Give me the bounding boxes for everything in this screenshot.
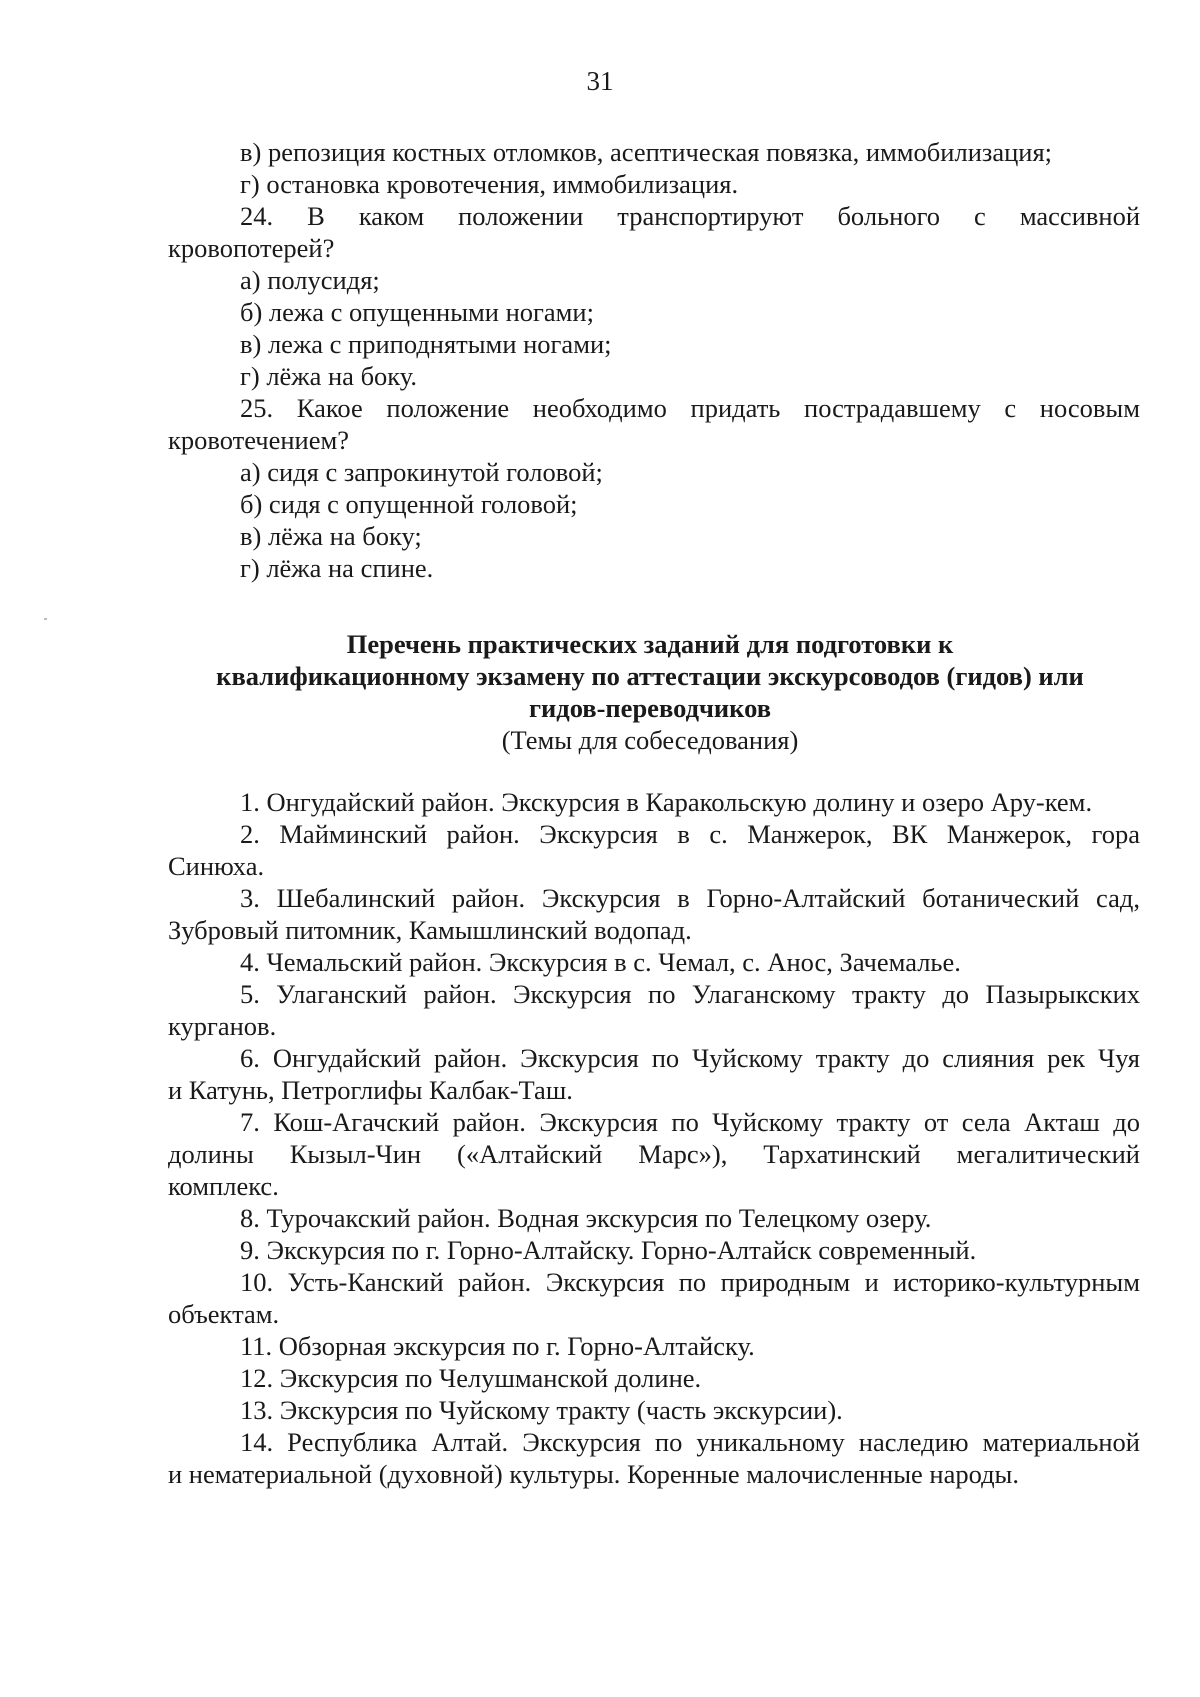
- answer-option: б) лежа с опущенными ногами;: [240, 297, 594, 327]
- answer-option: а) сидя с запрокинутой головой;: [240, 457, 603, 487]
- topic-item-continued: Синюха.: [168, 851, 265, 881]
- answer-option: г) лёжа на спине.: [240, 553, 434, 583]
- topic-item: 2. Майминский район. Экскурсия в с. Манжерок, ВК Манжерок, гора: [240, 819, 1140, 849]
- topic-item: 5. Улаганский район. Экскурсия по Улаганскому тракту до Пазырыкских: [240, 979, 1140, 1009]
- question-25: 25. Какое положение необходимо придать пострадавшему с носовым: [240, 393, 1140, 423]
- answer-option: г) остановка кровотечения, иммобилизация.: [240, 169, 739, 199]
- topic-item: 1. Онгудайский район. Экскурсия в Каракольскую долину и озеро Ару-кем.: [240, 787, 1093, 817]
- answer-option: а) полусидя;: [240, 265, 380, 295]
- section-title-line: гидов-переводчиков: [528, 693, 772, 723]
- question-25-continued: кровотечением?: [168, 425, 350, 455]
- scan-mark: [44, 618, 47, 620]
- topics-list: [168, 786, 1140, 1490]
- topic-item: 13. Экскурсия по Чуйскому тракту (часть экскурсии).: [240, 1395, 843, 1425]
- answer-option: б) сидя с опущенной головой;: [240, 489, 578, 519]
- question-24-continued: кровопотерей?: [168, 233, 335, 263]
- section-title-line: квалификационному экзамену по аттестации экскурсоводов (гидов) или: [216, 661, 1084, 691]
- answer-option: в) лёжа на боку;: [240, 521, 422, 551]
- topic-item: 11. Обзорная экскурсия по г. Горно-Алтайску.: [240, 1331, 755, 1361]
- answer-option: г) лёжа на боку.: [240, 361, 418, 391]
- topic-item-continued: комплекс.: [168, 1171, 279, 1201]
- question-24: 24. В каком положении транспортируют больного с массивной: [240, 201, 1140, 231]
- topic-item: 14. Республика Алтай. Экскурсия по уникальному наследию материальной: [240, 1427, 1140, 1457]
- answer-option: в) лежа с приподнятыми ногами;: [240, 329, 612, 359]
- topic-item: 10. Усть-Канский район. Экскурсия по природным и историко-культурным: [240, 1267, 1140, 1297]
- topic-item: 8. Турочакский район. Водная экскурсия по Телецкому озеру.: [240, 1203, 932, 1233]
- topic-item: 9. Экскурсия по г. Горно-Алтайску. Горно-Алтайск современный.: [240, 1235, 977, 1265]
- topic-item-continued: Зубровый питомник, Камышлинский водопад.: [168, 915, 692, 945]
- topic-item: 4. Чемальский район. Экскурсия в с. Чемал, с. Анос, Зачемалье.: [240, 947, 961, 977]
- section-title-line: Перечень практических заданий для подготовки к: [346, 629, 954, 659]
- page-number: 31: [586, 66, 614, 96]
- topic-item: 6. Онгудайский район. Экскурсия по Чуйскому тракту до слияния рек Чуя: [240, 1043, 1140, 1073]
- topic-item: 7. Кош-Агачский район. Экскурсия по Чуйскому тракту от села Акташ до: [240, 1107, 1140, 1137]
- topic-item-continued: курганов.: [168, 1011, 277, 1041]
- answer-option: в) репозиция костных отломков, асептическая повязка, иммобилизация;: [240, 137, 1053, 167]
- topic-item-continued: объектам.: [168, 1299, 280, 1329]
- topic-item-continued: и нематериальной (духовной) культуры. Коренные малочисленные народы.: [168, 1459, 1019, 1489]
- topic-item-continued: долины Кызыл-Чин («Алтайский Марс»), Тархатинский мегалитический: [168, 1139, 1140, 1169]
- section-heading: [160, 628, 1140, 756]
- topic-item: 3. Шебалинский район. Экскурсия в Горно-Алтайский ботанический сад,: [240, 883, 1140, 913]
- section-subtitle: (Темы для собеседования): [501, 725, 799, 755]
- topic-item: 12. Экскурсия по Челушманской долине.: [240, 1363, 702, 1393]
- topic-item-continued: и Катунь, Петроглифы Калбак-Таш.: [168, 1075, 573, 1105]
- quiz-block: [168, 136, 1140, 584]
